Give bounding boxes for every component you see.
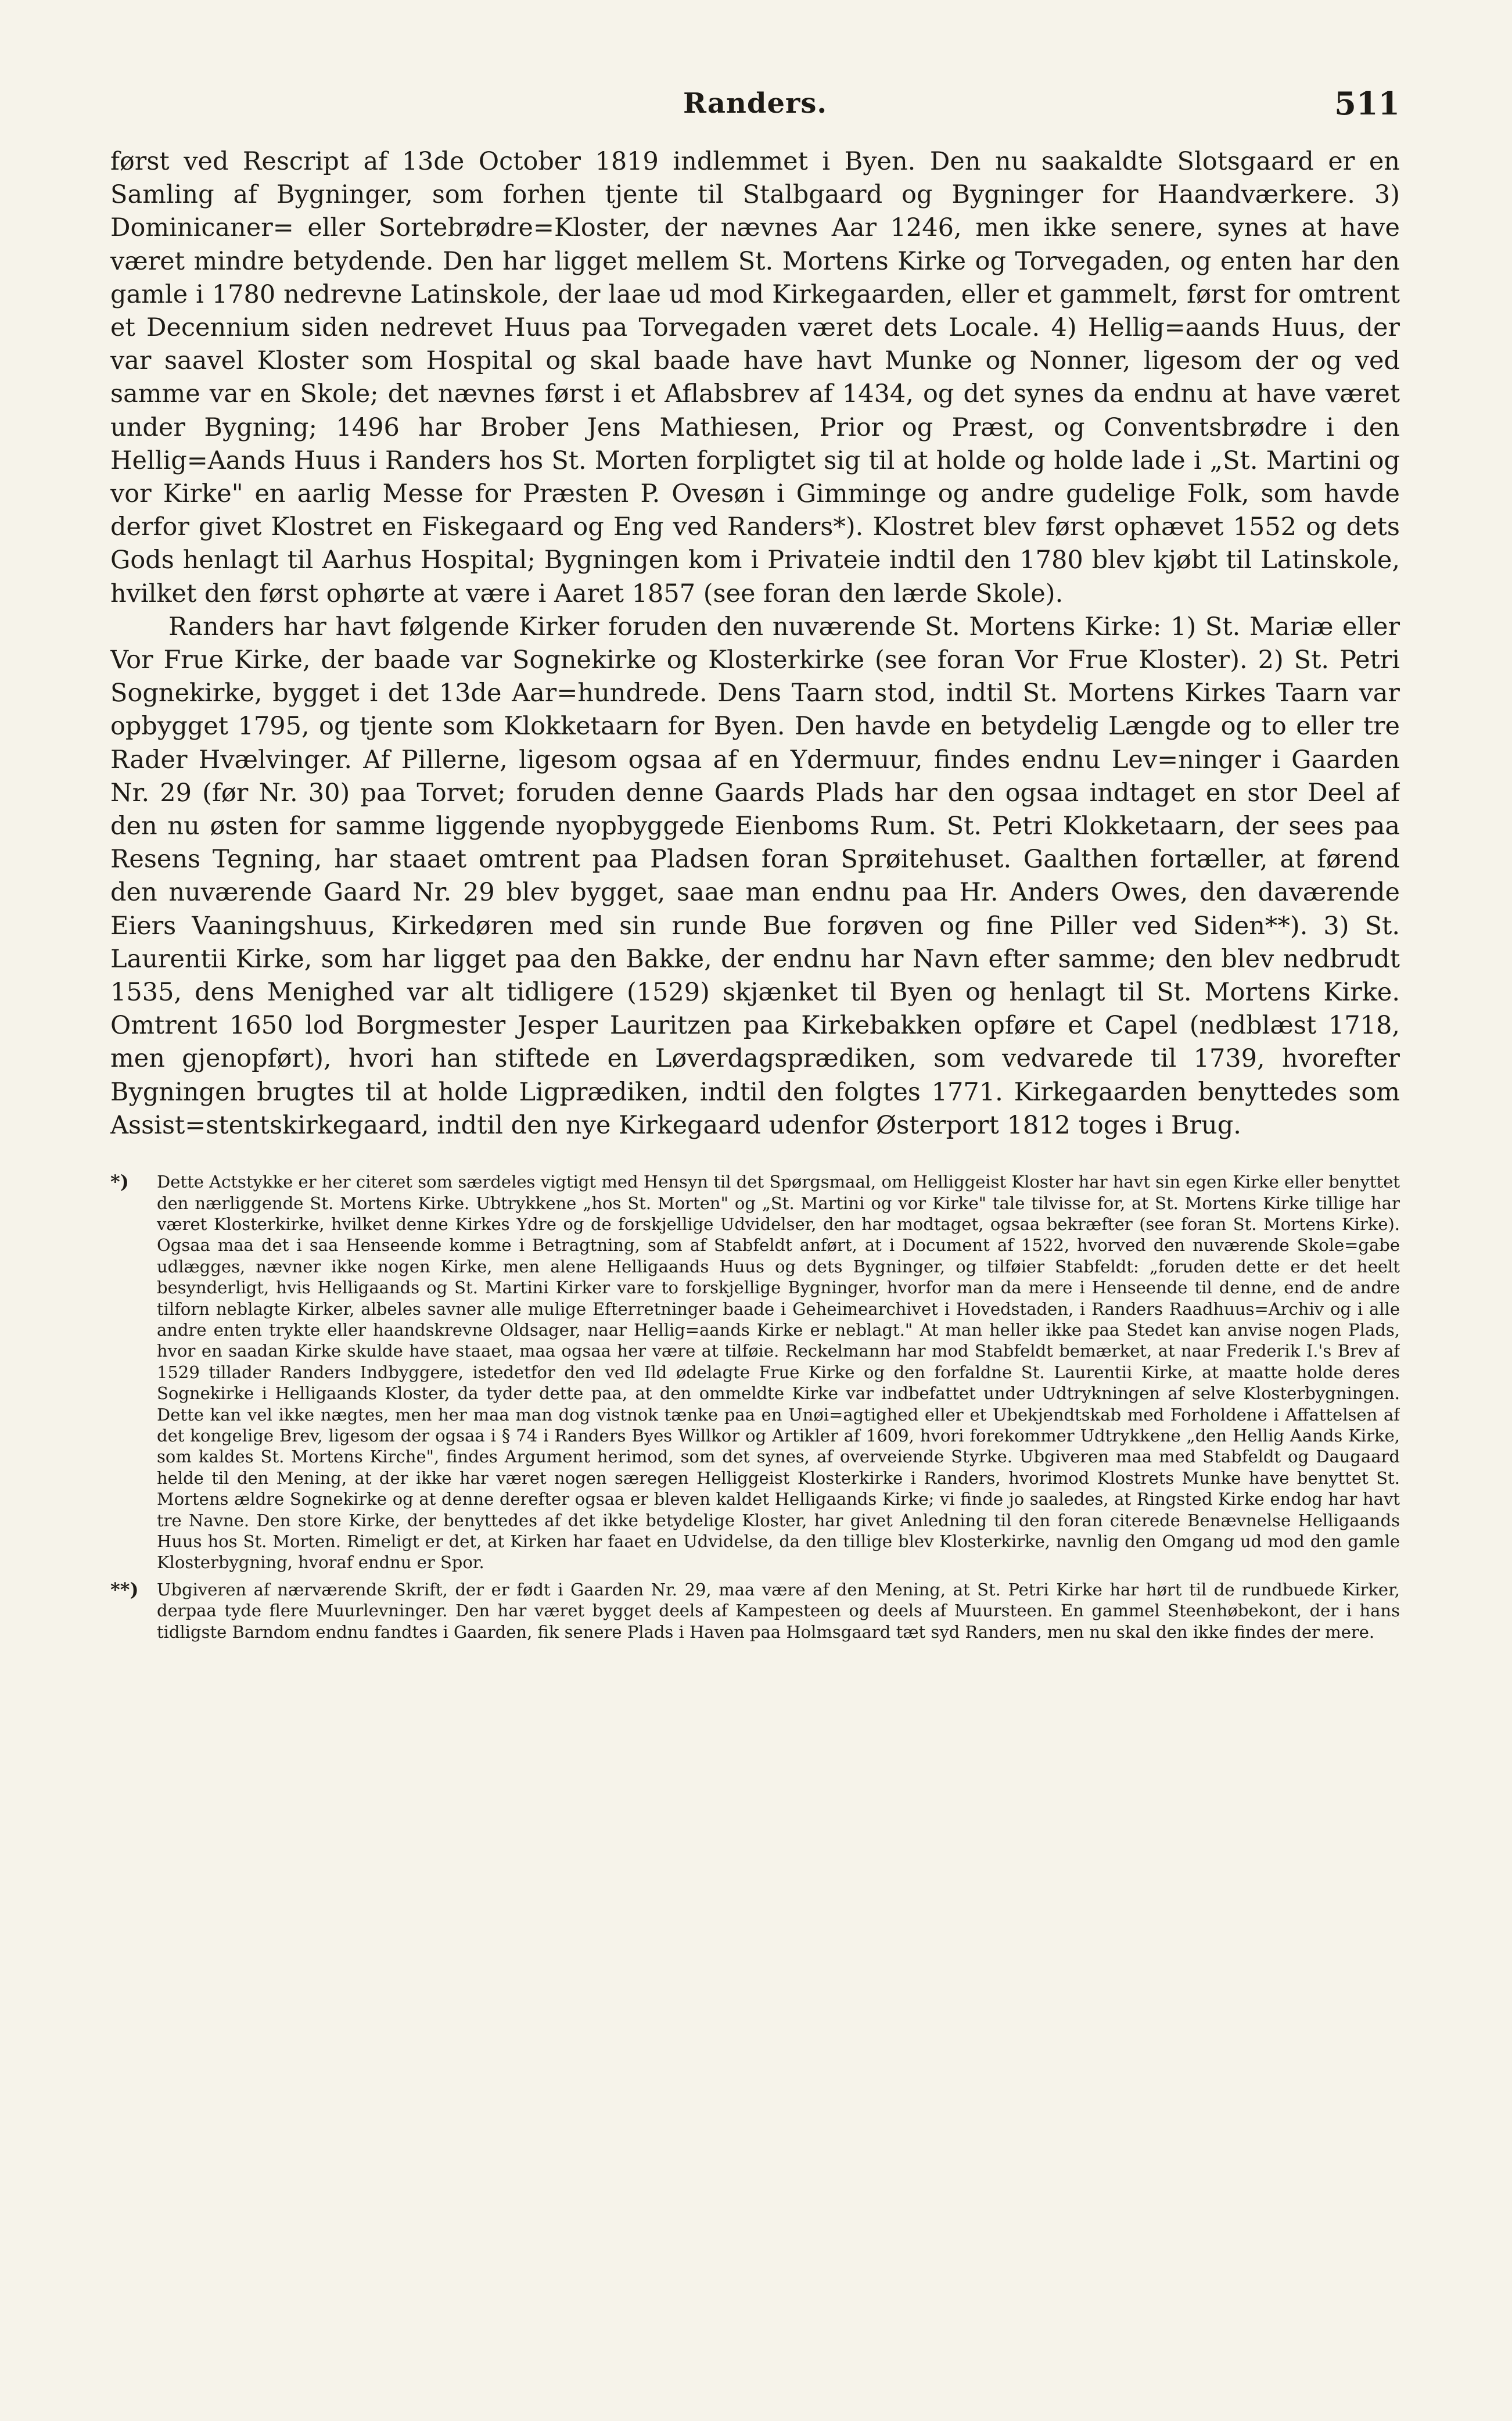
running-header xyxy=(110,70,1400,134)
footnotes xyxy=(110,1171,1400,1642)
footnote-text: Dette Actstykke er her citeret som særdeles vigtigt med Hensyn til det Spørgsmaal, om Helliggeist Kloster har havt sin egen Kirke eller benyttet den nærliggende St. Mortens Kirke. Ubtrykkene „hos St. Morten" og „St. Martini og vor Kirke" tale tilvisse for, at St. Mortens Kirke tillige har været Klosterkirke, hvilket denne Kirkes Ydre og de forskjellige Udvidelser, den har modtaget, ogsaa bekræfter (see foran St. Mortens Kirke). Ogsaa maa det i saa Henseende komme i Betragtning, som af Stabfeldt anført, at i Document af 1522, hvorved den nuværende Skole=gabe udlægges, nævner ikke nogen Kirke, men alene Helligaands Huus og dets Bygninger, og tilføier Stabfeldt: „foruden dette er det heelt besynderligt, hvis Helligaands og St. Martini Kirker vare to forskjellige Bygninger, hvorfor man da mere i Henseende til denne, end de andre tilforn neblagte Kirker, albeles savner alle mulige Efterretninger baade i Geheimearchivet i Hovedstaden, i Randers Raadhuus=Archiv og i alle andre enten trykte eller haandskrevne Oldsager, naar Hellig=aands Kirke er neblagt." At man heller ikke paa Stedet kan anvise nogen Plads, hvor en saadan Kirke skulde have staaet, maa ogsaa her være at tilføie. Reckelmann har mod Stabfeldt bemærket, at naar Frederik I.'s Brev af 1529 tillader Randers Indbyggere, istedetfor den ved Ild ødelagte Frue Kirke og den forfaldne St. Laurentii Kirke, at maatte holde deres Sognekirke i Helligaands Kloster, da tyder dette paa, at den ommeldte Kirke var indbefattet under Udtrykningen af selve Klosterbygningen. Dette kan vel ikke nægtes, men her maa man dog vistnok tænke paa en Unøi=agtighed eller et Ubekjendtskab med Forholdene i Affattelsen af det kongelige Brev, ligesom der ogsaa i § 74 i Randers Byes Willkor og Artikler af 1609, hvori forekommer Udtrykkene „den Hellig Aands Kirke, som kaldes St. Mortens Kirche", findes Argument herimod, som det synes, af overveiende Styrke. Ubgiveren maa med Stabfeldt og Daugaard helde til den Mening, at der ikke har været nogen særegen Helliggeist Klosterkirke i Randers, hvorimod Klostrets Munke have benyttet St. Mortens ældre Sognekirke og at denne derefter ogsaa er bleven kaldet Helligaands Kirke; vi finde jo saaledes, at Ringsted Kirke endog har havt tre Navne. Den store Kirke, der benyttedes af det ikke betydelige Kloster, har givet Anledning til den foran citerede Benævnelse Helligaands Huus hos St. Morten. Rimeligt er det, at Kirken har faaet en Udvidelse, da den tillige blev Klosterkirke, navnlig den Omgang ud mod den gamle Klosterbygning, hvoraf endnu er Spor. xyxy=(157,1172,1400,1573)
book-page xyxy=(110,70,1400,2365)
footnote xyxy=(110,1579,1400,1642)
paragraph: Randers har havt følgende Kirker foruden den nuværende St. Mortens Kirke: 1) St. Mariæ eller Vor Frue Kirke, der baade var Sognekirke og Klosterkirke (see foran Vor Frue Kloster). 2) St. Petri Sognekirke, bygget i det 13de Aar=hundrede. Dens Taarn stod, indtil St. Mortens Kirkes Taarn var opbygget 1795, og tjente som Klokketaarn for Byen. Den havde en betydelig Længde og to eller tre Rader Hvælvinger. Af Pillerne, ligesom ogsaa af en Ydermuur, findes endnu Lev=ninger i Gaarden Nr. 29 (før Nr. 30) paa Torvet; foruden denne Gaards Plads har den ogsaa indtaget en stor Deel af den nu østen for samme liggende nyopbyggede Eienboms Rum. St. Petri Klokketaarn, der sees paa Resens Tegning, har staaet omtrent paa Pladsen foran Sprøitehuset. Gaalthen fortæller, at førend den nuværende Gaard Nr. 29 blev bygget, saae man endnu paa Hr. Anders Owes, den daværende Eiers Vaaningshuus, Kirkedøren med sin runde Bue forøven og fine Piller ved Siden**). 3) St. Laurentii Kirke, som har ligget paa den Bakke, der endnu har Navn efter samme; den blev nedbrudt 1535, dens Menighed var alt tidligere (1529) skjænket til Byen og henlagt til St. Mortens Kirke. Omtrent 1650 lod Borgmester Jesper Lauritzen paa Kirkebakken opføre et Capel (nedblæst 1718, men gjenopført), hvori han stiftede en Løverdagsprædiken, som vedvarede til 1739, hvorefter Bygningen brugtes til at holde Ligprædiken, indtil den folgtes 1771. Kirkegaarden benyttedes som Assist=stentskirkegaard, indtil den nye Kirkegaard udenfor Østerport 1812 toges i Brug. xyxy=(110,612,1400,1140)
main-text xyxy=(110,145,1400,1142)
running-title: Randers. xyxy=(683,87,828,120)
footnote xyxy=(110,1171,1400,1573)
page-number: 511 xyxy=(1334,85,1400,122)
paragraph: først ved Rescript af 13de October 1819 indlemmet i Byen. Den nu saakaldte Slotsgaard er en Samling af Bygninger, som forhen tjente til Stalbgaard og Bygninger for Haandværkere. 3) Dominicaner= eller Sortebrødre=Kloster, der nævnes Aar 1246, men ikke senere, synes at have været mindre betydende. Den har ligget mellem St. Mortens Kirke og Torvegaden, og enten har den gamle i 1780 nedrevne Latinskole, der laae ud mod Kirkegaarden, eller et gammelt, først for omtrent et Decennium siden nedrevet Huus paa Torvegaden været dets Locale. 4) Hellig=aands Huus, der var saavel Kloster som Hospital og skal baade have havt Munke og Nonner, ligesom der og ved samme var en Skole; det nævnes først i et Aflabsbrev af 1434, og det synes da endnu at have været under Bygning; 1496 har Brober Jens Mathiesen, Prior og Præst, og Conventsbrødre i den Hellig=Aands Huus i Randers hos St. Morten forpligtet sig til at holde og holde lade i „St. Martini og vor Kirke" en aarlig Messe for Præsten P. Ovesøn i Gimminge og andre gudelige Folk, som havde derfor givet Klostret en Fiskegaard og Eng ved Randers*). Klostret blev først ophævet 1552 og dets Gods henlagt til Aarhus Hospital; Bygningen kom i Privateie indtil den 1780 blev kjøbt til Latinskole, hvilket den først ophørte at være i Aaret 1857 (see foran den lærde Skole). xyxy=(110,147,1400,608)
footnote-text: Ubgiveren af nærværende Skrift, der er født i Gaarden Nr. 29, maa være af den Mening, at St. Petri Kirke har hørt til de rundbuede Kirker, derpaa tyde flere Muurlevninger. Den har været bygget deels af Kampesteen og deels af Muursteen. En gammel Steenhøbekont, der i hans tidligste Barndom endnu fandtes i Gaarden, fik senere Plads i Haven paa Holmsgaard tæt syd Randers, men nu skal den ikke findes der mere. xyxy=(157,1579,1400,1642)
footnote-mark: *) xyxy=(110,1171,129,1193)
footnote-mark: **) xyxy=(110,1578,139,1601)
